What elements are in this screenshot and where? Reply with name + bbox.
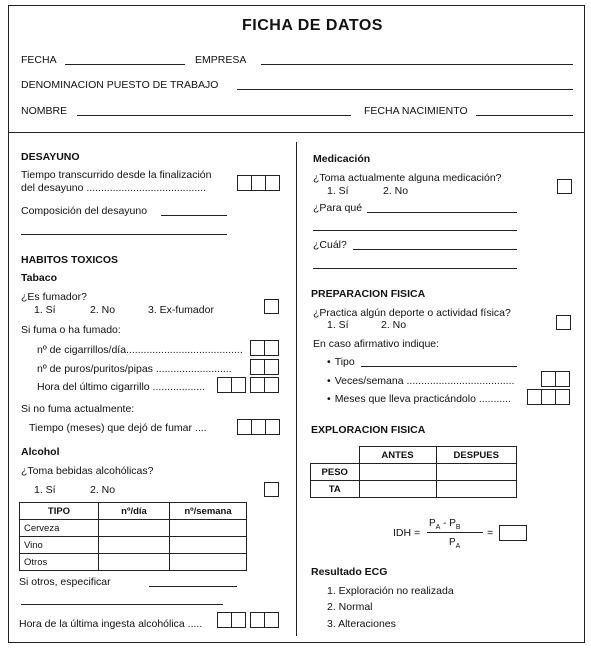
ecg-option-normal: 2. Normal [327, 601, 373, 613]
fumador-option-exfumador: 3. Ex-fumador [148, 304, 214, 316]
empty-corner-cell [311, 447, 360, 464]
caso-afirmativo-label: En caso afirmativo indique: [313, 338, 440, 350]
bebidas-option-si: 1. Sí [34, 484, 56, 496]
idh-minus-pb: - P [440, 518, 456, 529]
preparacion-fisica-heading: PREPARACION FISICA [311, 288, 426, 300]
fumador-option-no: 2. No [90, 304, 116, 316]
cigarrillos-boxes[interactable] [250, 340, 279, 356]
otros-semana-cell[interactable] [170, 554, 247, 571]
otros-dia-cell[interactable] [99, 554, 170, 571]
empresa-label: EMPRESA [195, 54, 247, 66]
hora-ultimo-cigarrillo-label: Hora del último cigarrillo .................. [37, 381, 206, 393]
col-antes: ANTES [359, 447, 436, 464]
alcohol-table [19, 502, 247, 571]
table-row [20, 520, 247, 537]
idh-pb-sub: B [455, 524, 461, 531]
hora-ingesta-label: Hora de la última ingesta alcohólica ..... [19, 618, 203, 630]
otros-especificar-field-2[interactable] [21, 604, 223, 605]
idh-pa-sub: A [435, 524, 441, 531]
peso-antes-cell[interactable] [359, 464, 436, 481]
exploracion-table [310, 446, 517, 498]
table-row [20, 537, 247, 554]
row-otros: Otros [20, 554, 99, 571]
hora-ingesta-hour-boxes[interactable] [217, 612, 246, 628]
otros-especificar-label: Si otros, especificar [19, 576, 111, 588]
fumador-question: ¿Es fumador? [21, 291, 87, 303]
column-divider [296, 142, 297, 636]
desayuno-heading: DESAYUNO [21, 151, 80, 163]
para-que-field-2[interactable] [313, 230, 517, 231]
ecg-option-no-realizada: 1. Exploración no realizada [327, 585, 454, 597]
ta-antes-cell[interactable] [359, 481, 436, 498]
tiempo-desayuno-boxes[interactable] [237, 175, 280, 191]
header-divider [9, 132, 584, 133]
tiempo-desayuno-label-1: Tiempo transcurrido desde la finalización [21, 169, 212, 181]
bebidas-option-no: 2. No [90, 484, 116, 496]
idh-den-pa: P [449, 537, 456, 548]
puros-label: nº de puros/puritos/pipas .......................... [37, 363, 232, 375]
tabaco-heading: Tabaco [21, 272, 57, 284]
row-vino: Vino [20, 537, 99, 554]
nombre-field[interactable] [77, 115, 351, 116]
data-sheet-form [8, 5, 585, 643]
puesto-label: DENOMINACION PUESTO DE TRABAJO [21, 79, 219, 91]
col-por-dia: nº/día [99, 503, 170, 520]
fumador-option-si: 1. Sí [34, 304, 56, 316]
fecha-field[interactable] [65, 64, 185, 65]
vino-semana-cell[interactable] [170, 537, 247, 554]
medicacion-option-si: 1. Sí [327, 185, 349, 197]
bebidas-question: ¿Toma bebidas alcohólicas? [21, 465, 154, 477]
alcohol-heading: Alcohol [21, 446, 60, 458]
hora-ingesta-minute-boxes[interactable] [250, 612, 279, 628]
fecha-nacimiento-label: FECHA NACIMIENTO [364, 105, 468, 117]
cual-field-2[interactable] [313, 268, 517, 269]
veces-semana-label: • Veces/semana ..................................... [327, 375, 514, 388]
practica-option-no: 2. No [381, 319, 407, 331]
idh-denominator [449, 536, 460, 553]
fecha-label: FECHA [21, 54, 57, 66]
practica-option-si: 1. Sí [327, 319, 349, 331]
exploracion-fisica-heading: EXPLORACION FISICA [311, 424, 426, 436]
alcohol-table-header [20, 503, 247, 520]
medicacion-checkbox[interactable] [557, 179, 572, 194]
ta-despues-cell[interactable] [436, 481, 517, 498]
puesto-field[interactable] [237, 89, 573, 90]
cual-field[interactable] [353, 249, 517, 250]
hora-cigarrillo-hour-boxes[interactable] [217, 377, 246, 393]
cerveza-semana-cell[interactable] [170, 520, 247, 537]
idh-result-box[interactable] [499, 525, 527, 541]
medicacion-option-no: 2. No [383, 185, 409, 197]
meses-practicando-label: • Meses que lleva practicándolo ........... [327, 393, 511, 406]
idh-label: IDH = [393, 527, 421, 539]
puros-boxes[interactable] [250, 359, 279, 375]
meses-practicando-boxes[interactable] [527, 389, 570, 405]
vino-dia-cell[interactable] [99, 537, 170, 554]
peso-despues-cell[interactable] [436, 464, 517, 481]
exploracion-header-row [311, 447, 517, 464]
col-por-semana: nº/semana [170, 503, 247, 520]
hora-cigarrillo-minute-boxes[interactable] [250, 377, 279, 393]
tipo-label: • Tipo [327, 356, 355, 369]
tiempo-desayuno-label-2: del desayuno ......................................... [21, 182, 206, 194]
practica-checkbox[interactable] [556, 315, 571, 330]
row-cerveza: Cerveza [20, 520, 99, 537]
tipo-field[interactable] [361, 366, 517, 367]
para-que-field[interactable] [367, 212, 517, 213]
otros-especificar-field[interactable] [149, 586, 237, 587]
habitos-toxicos-heading: HABITOS TOXICOS [21, 254, 119, 266]
empresa-field[interactable] [261, 64, 573, 65]
col-tipo: TIPO [20, 503, 99, 520]
veces-semana-boxes[interactable] [541, 371, 570, 387]
composicion-field[interactable] [161, 215, 227, 216]
tiempo-dejo-boxes[interactable] [237, 419, 280, 435]
cual-label: ¿Cuál? [313, 239, 347, 251]
para-que-label: ¿Para qué [313, 202, 363, 214]
composicion-field-2[interactable] [21, 234, 227, 235]
practica-question: ¿Practica algún deporte o actividad física? [313, 307, 511, 319]
table-row [311, 464, 517, 481]
row-ta: TA [311, 481, 360, 498]
col-despues: DESPUES [436, 447, 517, 464]
idh-fraction-bar [427, 532, 483, 533]
idh-den-pa-sub: A [455, 543, 461, 550]
fumador-checkbox[interactable] [264, 299, 279, 314]
cerveza-dia-cell[interactable] [99, 520, 170, 537]
no-fuma-label: Si no fuma actualmente: [21, 403, 135, 415]
tiempo-dejo-label: Tiempo (meses) que dejó de fumar .... [29, 422, 207, 434]
si-fuma-label: Si fuma o ha fumado: [21, 324, 121, 336]
medicacion-heading: Medicación [313, 153, 371, 165]
idh-equals: = [487, 527, 494, 539]
medicacion-question: ¿Toma actualmente alguna medicación? [313, 172, 502, 184]
bebidas-checkbox[interactable] [264, 482, 279, 497]
ecg-option-alteraciones: 3. Alteraciones [327, 618, 396, 630]
composicion-label: Composición del desayuno [21, 205, 148, 217]
row-peso: PESO [311, 464, 360, 481]
form-title: FICHA DE DATOS [242, 17, 383, 34]
nombre-label: NOMBRE [21, 105, 68, 117]
resultado-ecg-heading: Resultado ECG [311, 566, 388, 578]
idh-pa: P [429, 518, 436, 529]
table-row [20, 554, 247, 571]
fecha-nacimiento-field[interactable] [476, 115, 573, 116]
table-row [311, 481, 517, 498]
cigarrillos-label: nº de cigarrillos/día........................................ [37, 344, 243, 356]
